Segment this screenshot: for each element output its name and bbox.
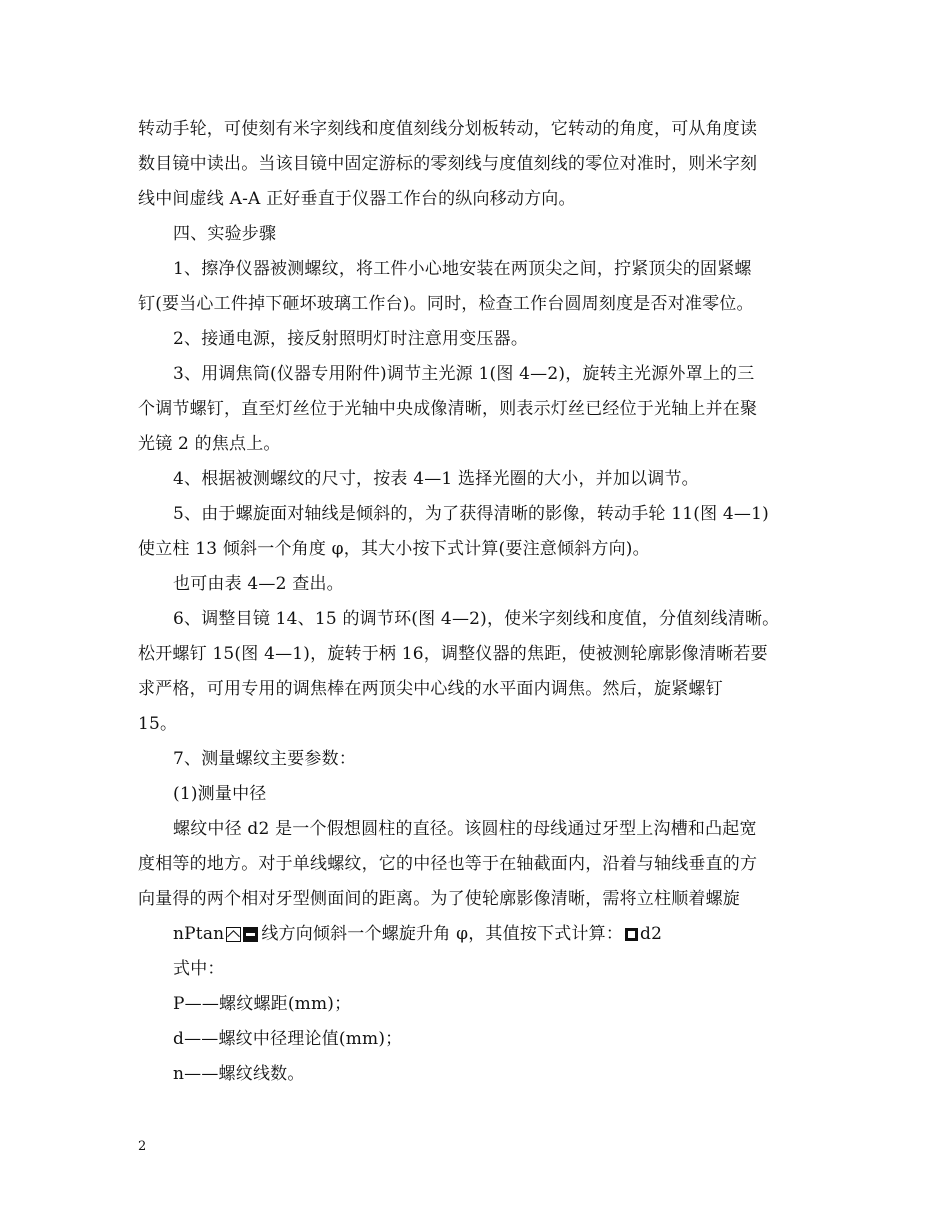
text-line: n——螺纹线数。 xyxy=(173,1064,305,1084)
text-line: 度相等的地方。对于单线螺纹，它的中径也等于在轴截面内，沿着与轴线垂直的方 xyxy=(138,854,758,874)
text-line: 转动手轮，可使刻有米字刻线和度值刻线分划板转动，它转动的角度，可从角度读 xyxy=(138,119,758,139)
formula-line xyxy=(138,917,814,952)
subsection-heading: (1)测量中径 xyxy=(173,784,267,804)
formula-text: 线方向倾斜一个螺旋升角 φ，其值按下式计算： xyxy=(261,924,624,944)
text-line: 7、测量螺纹主要参数： xyxy=(173,749,357,769)
text-line: 求严格，可用专用的调焦棒在两顶尖中心线的水平面内调焦。然后，旋紧螺钉 xyxy=(138,679,723,699)
text-line: 螺纹中径 d2 是一个假想圆柱的直径。该圆柱的母线通过牙型上沟槽和凸起宽 xyxy=(173,819,757,839)
text-line: P——螺纹螺距(mm)； xyxy=(173,994,352,1014)
text-line: d——螺纹中径理论值(mm)； xyxy=(173,1029,403,1049)
filled-symbol-icon xyxy=(243,927,258,942)
text-line: 使立柱 13 倾斜一个角度 φ，其大小按下式计算(要注意倾斜方向)。 xyxy=(138,539,650,559)
text-line: 也可由表 4—2 查出。 xyxy=(173,574,344,594)
text-line: 线中间虚线 A-A 正好垂直于仪器工作台的纵向移动方向。 xyxy=(138,189,576,209)
text-line: 光镜 2 的焦点上。 xyxy=(138,434,281,454)
document-body xyxy=(138,112,814,1092)
text-line: 式中： xyxy=(173,959,225,979)
text-line: 向量得的两个相对牙型侧面间的距离。为了使轮廓影像清晰，需将立柱顺着螺旋 xyxy=(138,889,740,909)
text-line: 15。 xyxy=(138,714,178,734)
section-heading: 四、实验步骤 xyxy=(173,224,277,244)
formula-prefix: nPtan xyxy=(173,924,225,944)
page-number: 2 xyxy=(138,1139,147,1154)
formula-suffix: d2 xyxy=(640,924,663,944)
text-line: 5、由于螺旋面对轴线是倾斜的，为了获得清晰的影像，转动手轮 11(图 4—1) xyxy=(173,504,769,524)
text-line: 3、用调焦筒(仪器专用附件)调节主光源 1(图 4—2)，旋转主光源外罩上的三 xyxy=(173,364,755,384)
box-symbol-icon xyxy=(625,928,638,941)
text-line: 1、擦净仪器被测螺纹，将工件小心地安装在两顶尖之间，拧紧顶尖的固紧螺 xyxy=(173,259,752,279)
text-line: 松开螺钉 15(图 4—1)，旋转于柄 16，调整仪器的焦距，使被测轮廓影像清晰若要 xyxy=(138,644,768,664)
text-line: 4、根据被测螺纹的尺寸，按表 4—1 选择光圈的大小，并加以调节。 xyxy=(173,469,699,489)
text-line: 2、接通电源，接反射照明灯时注意用变压器。 xyxy=(173,329,529,349)
text-line: 6、调整目镜 14、15 的调节环(图 4—2)，使米字刻线和度值，分值刻线清晰。 xyxy=(173,609,780,629)
roof-symbol-icon xyxy=(226,927,241,942)
text-line: 个调节螺钉，直至灯丝位于光轴中央成像清晰，则表示灯丝已经位于光轴上并在聚 xyxy=(138,399,758,419)
text-line: 钉(要当心工件掉下砸坏玻璃工作台)。同时，检查工作台圆周刻度是否对准零位。 xyxy=(138,294,754,314)
text-line: 数目镜中读出。当该目镜中固定游标的零刻线与度值刻线的零位对准时，则米字刻 xyxy=(138,154,758,174)
